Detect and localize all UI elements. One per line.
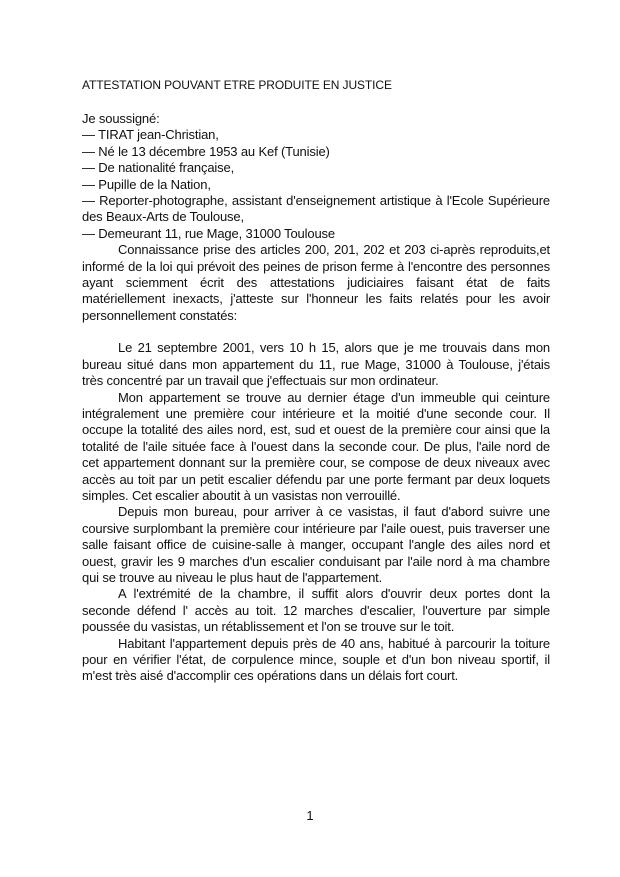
intro-line: — De nationalité française, (82, 160, 235, 176)
document-body (82, 111, 550, 685)
paragraph-gap (82, 324, 550, 340)
intro-line: — Demeurant 11, rue Mage, 31000 Toulouse (82, 225, 335, 241)
page-number: 1 (306, 808, 314, 823)
paragraph: Depuis mon bureau, pour arriver à ce vasistas, il faut d'abord suivre une coursive surplombant la première cour intérieure par l'aile ouest, puis traverser une salle faisant office de cuisine-salle à manger, occupant l'angle des ailes nord et ouest, gravir les 9 marches d'un escalier conduisant par l'aile nord à ma chambre qui se trouve au niveau le plus haut de l'appartement. (82, 504, 550, 585)
document-title: ATTESTATION POUVANT ETRE PRODUITE EN JUSTICE (82, 78, 392, 92)
paragraph: A l'extrémité de la chambre, il suffit alors d'ouvrir deux portes dont la seconde défend l' accès au toit. 12 marches d'escalier, l'ouverture par simple poussée du vasistas, un rétablissement et l'on se trouve sur le toit. (82, 586, 550, 635)
intro-line: — Né le 13 décembre 1953 au Kef (Tunisie) (82, 143, 330, 159)
intro-line: — TIRAT jean-Christian, (82, 127, 219, 143)
intro-line: Je soussigné: (82, 111, 160, 126)
intro-line: — Reporter-photographe, assistant d'enseignement artistique à l'Ecole Supérieure des Beaux-Arts de Toulouse, (82, 193, 550, 225)
paragraph: Mon appartement se trouve au dernier étage d'un immeuble qui ceinture intégralement une première cour intérieure et la moitié d'une seconde cour. Il occupe la totalité des ailes nord, est, sud et ouest de la première cour ainsi que la totalité de l'aile située face à l'ouest dans la seconde cour. De plus, l'aile nord de cet appartement donnant sur la première cour, se compose de deux niveaux avec accès au toit par un petit escalier défendu par une porte fermant par deux loquets simples. Cet escalier aboutit à un vasistas non verrouillé. (82, 389, 550, 503)
paragraph: Le 21 septembre 2001, vers 10 h 15, alors que je me trouvais dans mon bureau situé dans mon appartement du 11, rue Mage, 31000 à Toulouse, j'étais très concentré par un travail que j'effectuais sur mon ordinateur. (82, 340, 550, 389)
paragraph: Habitant l'appartement depuis près de 40 ans, habitué à parcourir la toiture pour en vérifier l'état, de corpulence mince, souple et d'un bon niveau sportif, il m'est très aisé d'accomplir ces opérations dans un délais fort court. (82, 635, 550, 684)
intro-line: — Pupille de la Nation, (82, 176, 211, 192)
paragraph: Connaissance prise des articles 200, 201, 202 et 203 ci-après reproduits,et informé de la loi qui prévoit des peines de prison ferme à l'encontre des personnes ayant sciemment écrit des attestations judiciaires faisant état de faits matériellement inexacts, j'atteste sur l'honneur les faits relatés pour les avoir personnellement constatés: (82, 242, 550, 323)
